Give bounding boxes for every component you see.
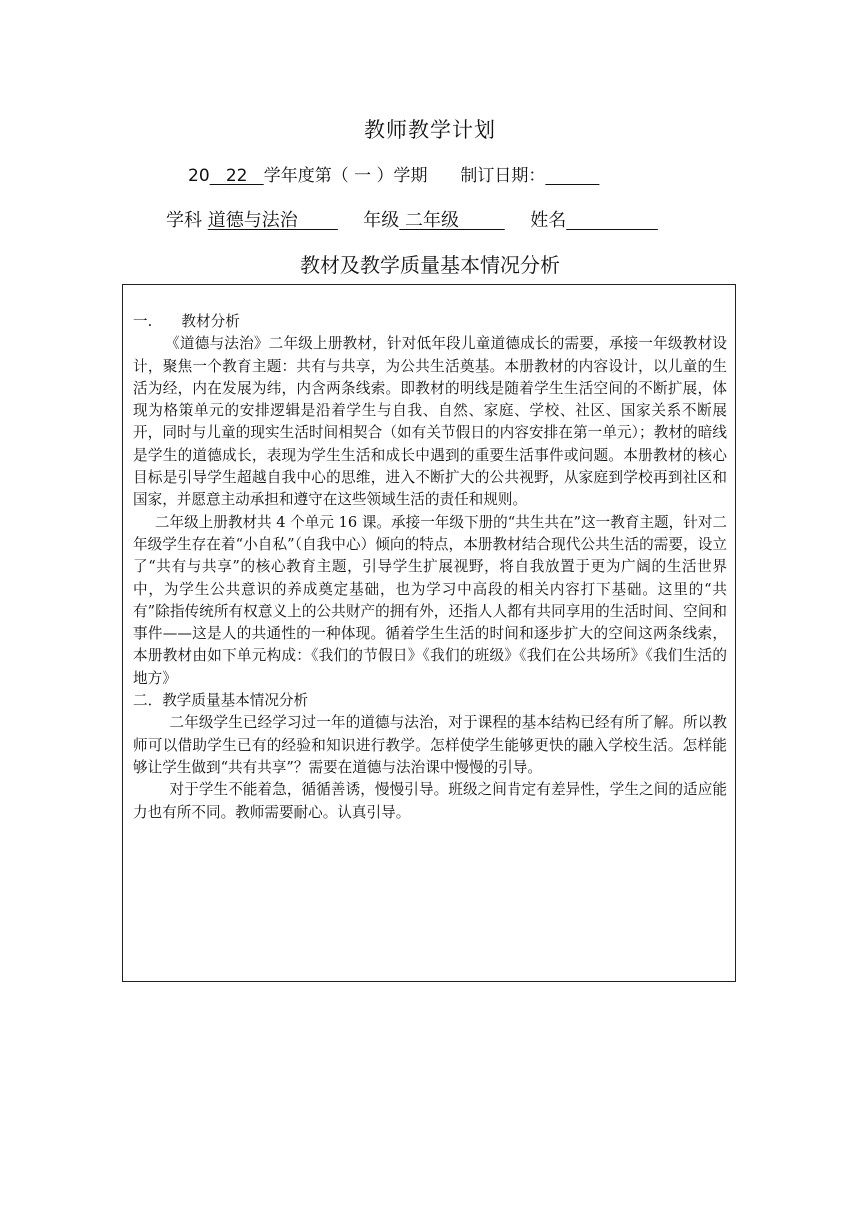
- heading-quality-analysis: 二．教学质量基本情况分析: [133, 692, 309, 710]
- date-label: 制订日期：: [460, 166, 546, 186]
- paragraph-2: 二年级上册教材共 4 个单元 16 课。承接一年级下册的“共生共在”这一教育主题，针对二年级学生存在着“小自私”（自我中心）倾向的特点，本册教材结合现代公共生活的需要，设立了“共有与共享”的核心教育主题，引导学生扩展视野，将自我放置于更为广阔的生活世界中，为学生公共意识的养成奠定基础，也为学习中高段的相关内容打下基础。这里的“共有”除指传统所有权意义上的公共财产的拥有外，还指人人都有共同享用的生活时间、空间和事件——这是人的共通性的一种体现。循着学生生活的时间和逐步扩大的空间这两条线索，本册教材由如下单元构成：《我们的节假日》《我们的班级》《我们在公共场所》《我们生活的地方》: [133, 513, 728, 687]
- name-label: 姓名: [530, 210, 567, 231]
- grade-label: 年级: [363, 210, 400, 231]
- paragraph-1: 《道德与法治》二年级上册教材，针对低年段儿童道德成长的需要，承接一年级教材设计，聚焦一个教育主题：共有与共享，为公共生活奠基。本册教材的内容设计，以儿童的生活为经，内在发展为纬，内含两条线索。即教材的明线是随着学生生活空间的不断扩展，体现为格策单元的安排逻辑是沿着学生与自我、自然、家庭、学校、社区、国家关系不断展开，同时与儿童的现实生活时间相契合（如有关节假日的内容安排在第一单元）；教材的暗线是学生的道德成长，表现为学生生活和成长中遇到的重要生活事件或问题。本册教材的核心目标是引导学生超越自我中心的思维，进入不断扩大的公共视野，从家庭到学校再到社区和国家，并愿意主动承担和遵守在这些领域生活的责任和规则。: [133, 335, 727, 509]
- section-title: 教材及教学质量基本情况分析: [300, 253, 560, 277]
- name-blank: [566, 210, 658, 231]
- term-text: 学年度第（ 一 ）学期: [263, 166, 428, 186]
- subject-value: 道德与法治: [207, 210, 298, 231]
- heading-textbook-analysis: 一. 教材分析: [133, 313, 240, 330]
- year-end: 22: [225, 166, 248, 186]
- paragraph-3: 二年级学生已经学习过一年的道德与法治，对于课程的基本结构已经有所了解。所以教师可以借助学生已有的经验和知识进行教学。怎样使学生能够更快的融入学校生活。怎样能够让学生做到“共有共享”？需要在道德与法治课中慢慢的引导。: [133, 714, 727, 776]
- analysis-content: [133, 311, 727, 824]
- document-title: 教师教学计划: [364, 118, 496, 142]
- grade-value: 二年级: [405, 210, 459, 231]
- term-line: [188, 161, 599, 186]
- year-start: 20: [188, 166, 210, 186]
- info-line: [166, 206, 658, 232]
- subject-label: 学科: [166, 210, 202, 231]
- date-blank: [545, 166, 599, 186]
- analysis-box: [122, 284, 736, 982]
- paragraph-4: 对于学生不能着急，循循善诱，慢慢引导。班级之间肯定有差异性，学生之间的适应能力也有所不同。教师需要耐心。认真引导。: [133, 781, 727, 821]
